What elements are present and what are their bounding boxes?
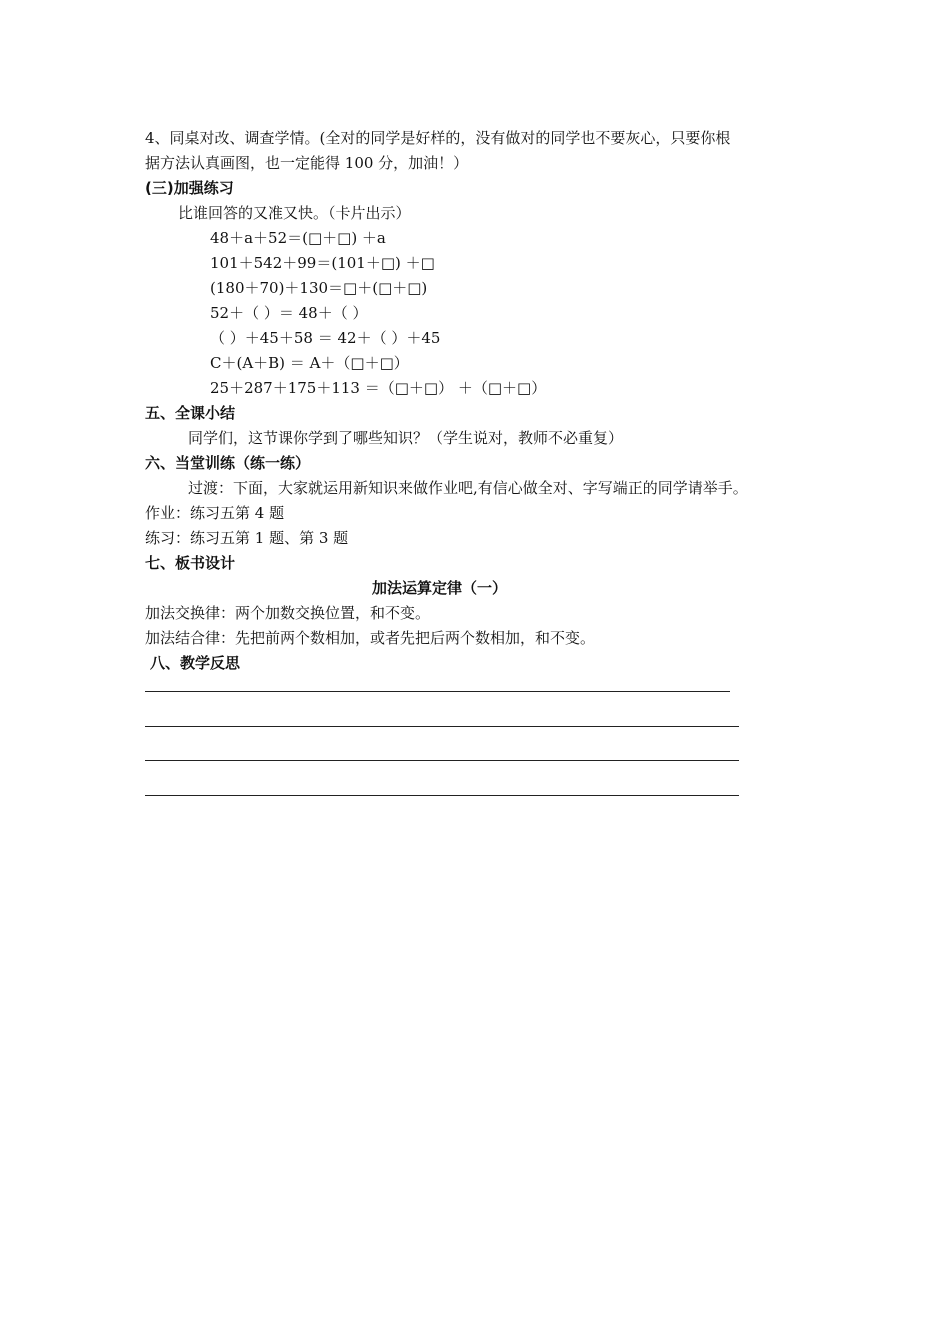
heading-board: 七、板书设计 (145, 554, 236, 572)
item4-line1: 4、同桌对改、调查学情。(全对的同学是好样的，没有做对的同学也不要灰心，只要你根 (145, 129, 731, 147)
equation-5: （ ）＋45＋58 ＝ 42＋（ ）＋45 (210, 329, 441, 347)
law-commutative: 加法交换律：两个加数交换位置，和不变。 (145, 604, 431, 622)
equation-6: C＋(A＋B) ＝ A＋（□＋□） (210, 354, 409, 372)
summary-text: 同学们，这节课你学到了哪些知识？（学生说对，教师不必重复） (188, 429, 624, 447)
law-associative: 加法结合律：先把前两个数相加，或者先把后两个数相加，和不变。 (145, 629, 596, 647)
heading-summary: 五、全课小结 (145, 404, 236, 422)
equation-7: 25＋287＋175＋113 ＝（□＋□） ＋（□＋□） (210, 379, 547, 397)
equation-1: 48＋a＋52＝(□＋□) ＋a (210, 229, 386, 247)
equation-2: 101＋542＋99＝(101＋□) ＋□ (210, 254, 435, 272)
reflection-line-4 (145, 795, 739, 796)
heading-training: 六、当堂训练（练一练） (145, 454, 311, 472)
reflection-line-1 (145, 691, 730, 692)
equation-4: 52＋（ ）＝ 48＋（ ） (210, 304, 368, 322)
board-title: 加法运算定律（一） (372, 579, 508, 597)
training-text: 过渡：下面，大家就运用新知识来做作业吧,有信心做全对、字写端正的同学请举手。 (188, 479, 748, 497)
reflection-line-3 (145, 760, 739, 761)
reflection-line-2 (145, 726, 739, 727)
heading-reflection: 八、教学反思 (150, 654, 241, 672)
homework-line: 作业：练习五第 4 题 (145, 504, 285, 522)
exercise-line: 练习：练习五第 1 题、第 3 题 (145, 529, 349, 547)
practice-intro: 比谁回答的又准又快。（卡片出示） (178, 204, 411, 222)
equation-3: (180＋70)＋130＝□＋(□＋□) (210, 279, 428, 297)
heading-practice: (三)加强练习 (145, 179, 234, 197)
item4-line2: 据方法认真画图，也一定能得 100 分，加油！） (145, 154, 469, 172)
